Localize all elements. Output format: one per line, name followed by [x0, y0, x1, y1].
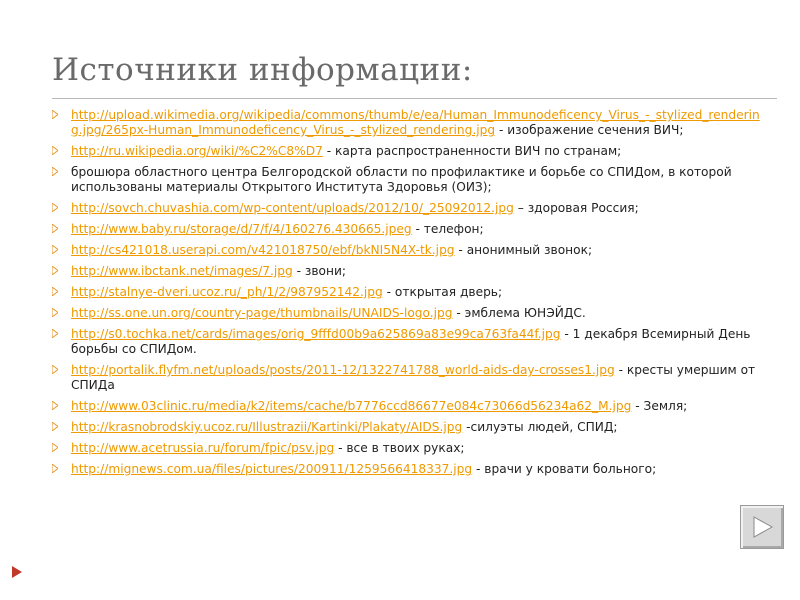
source-item — [50, 201, 762, 216]
source-link[interactable]: http://sovch.chuvashia.com/wp-content/uploads/2012/10/_25092012.jpg — [71, 201, 514, 215]
source-item — [50, 222, 762, 237]
bullet-icon — [52, 401, 58, 410]
source-link[interactable]: http://www.baby.ru/storage/d/7/f/4/160276.430665.jpeg — [71, 222, 412, 236]
bullet-icon — [52, 329, 58, 338]
source-link[interactable]: http://www.03clinic.ru/media/k2/items/cache/b7776ccd86677e084c73066d56234a62_M.jpg — [71, 399, 632, 413]
source-item — [50, 144, 762, 159]
bullet-icon — [52, 266, 58, 275]
source-item — [50, 462, 762, 477]
source-link[interactable]: http://www.ibctank.net/images/7.jpg — [71, 264, 293, 278]
source-link[interactable]: http://portalik.flyfm.net/uploads/posts/2011-12/1322741788_world-aids-day-crosses1.jpg — [71, 363, 615, 377]
bullet-icon — [52, 365, 58, 374]
source-item — [50, 399, 762, 414]
bullet-icon — [52, 203, 58, 212]
bullet-icon — [52, 224, 58, 233]
source-description: - кресты умершим от СПИДа — [71, 363, 756, 392]
source-item — [50, 306, 762, 321]
bullet-icon — [52, 443, 58, 452]
bullet-icon — [52, 287, 58, 296]
source-description: брошюра областного центра Белгородской области по профилактике и борьбе со СПИДом, в которой использованы материалы Открытого Института Здоровья (ОИЗ); — [71, 165, 732, 194]
source-link[interactable]: http://stalnye-dveri.ucoz.ru/_ph/1/2/987952142.jpg — [71, 285, 383, 299]
source-item — [50, 243, 762, 258]
source-description: - изображение сечения ВИЧ; — [495, 123, 684, 137]
source-description: - 1 декабря Всемирный День борьбы со СПИДом. — [71, 327, 751, 356]
sources-list — [50, 108, 762, 483]
source-link[interactable]: http://mignews.com.ua/files/pictures/200911/1259566418337.jpg — [71, 462, 473, 476]
source-link[interactable]: http://krasnobrodskiy.ucoz.ru/Illustrazii/Kartinki/Plakaty/AIDS.jpg — [71, 420, 463, 434]
source-item — [50, 327, 762, 357]
bullet-icon — [52, 110, 58, 119]
bullet-icon — [52, 308, 58, 317]
source-description: - все в твоих руках; — [334, 441, 465, 455]
source-link[interactable]: http://s0.tochka.net/cards/images/orig_9fffd00b9a625869a83e99ca763fa44f.jpg — [71, 327, 561, 341]
source-description: - открытая дверь; — [382, 285, 503, 299]
bullet-icon — [52, 464, 58, 473]
bullet-icon — [52, 146, 58, 155]
source-description: – здоровая Россия; — [513, 201, 639, 215]
source-item — [50, 285, 762, 300]
source-link[interactable]: http://upload.wikimedia.org/wikipedia/commons/thumb/e/ea/Human_Immunodeficency_Virus_-_stylized_rendering.jpg/265px-Human_Immunodeficency_Virus_-_stylized_rendering.jpg — [71, 108, 760, 137]
source-item — [50, 441, 762, 456]
play-triangle-icon — [753, 516, 773, 538]
bullet-icon — [52, 167, 58, 176]
slide-title: Источники информации: — [52, 52, 473, 88]
source-description: - анонимный звонок; — [454, 243, 593, 257]
source-description: - звони; — [292, 264, 346, 278]
source-description: - карта распространенности ВИЧ по странам; — [322, 144, 622, 158]
source-description: -силуэты людей, СПИД; — [462, 420, 618, 434]
source-description: - врачи у кровати больного; — [472, 462, 657, 476]
source-item — [50, 264, 762, 279]
source-description: - телефон; — [411, 222, 484, 236]
source-item — [50, 420, 762, 435]
source-item — [50, 108, 762, 138]
next-slide-button[interactable] — [740, 505, 784, 549]
source-item — [50, 363, 762, 393]
red-triangle-icon — [12, 566, 22, 578]
title-divider — [52, 98, 777, 99]
source-description: - Земля; — [631, 399, 688, 413]
bullet-icon — [52, 422, 58, 431]
source-item — [50, 165, 762, 195]
source-link[interactable]: http://cs421018.userapi.com/v421018750/ebf/bkNI5N4X-tk.jpg — [71, 243, 455, 257]
source-link[interactable]: http://ss.one.un.org/country-page/thumbnails/UNAIDS-logo.jpg — [71, 306, 453, 320]
source-link[interactable]: http://ru.wikipedia.org/wiki/%C2%C8%D7 — [71, 144, 323, 158]
source-description: - эмблема ЮНЭЙДС. — [452, 306, 586, 320]
bullet-icon — [52, 245, 58, 254]
source-link[interactable]: http://www.acetrussia.ru/forum/fpic/psv.jpg — [71, 441, 335, 455]
